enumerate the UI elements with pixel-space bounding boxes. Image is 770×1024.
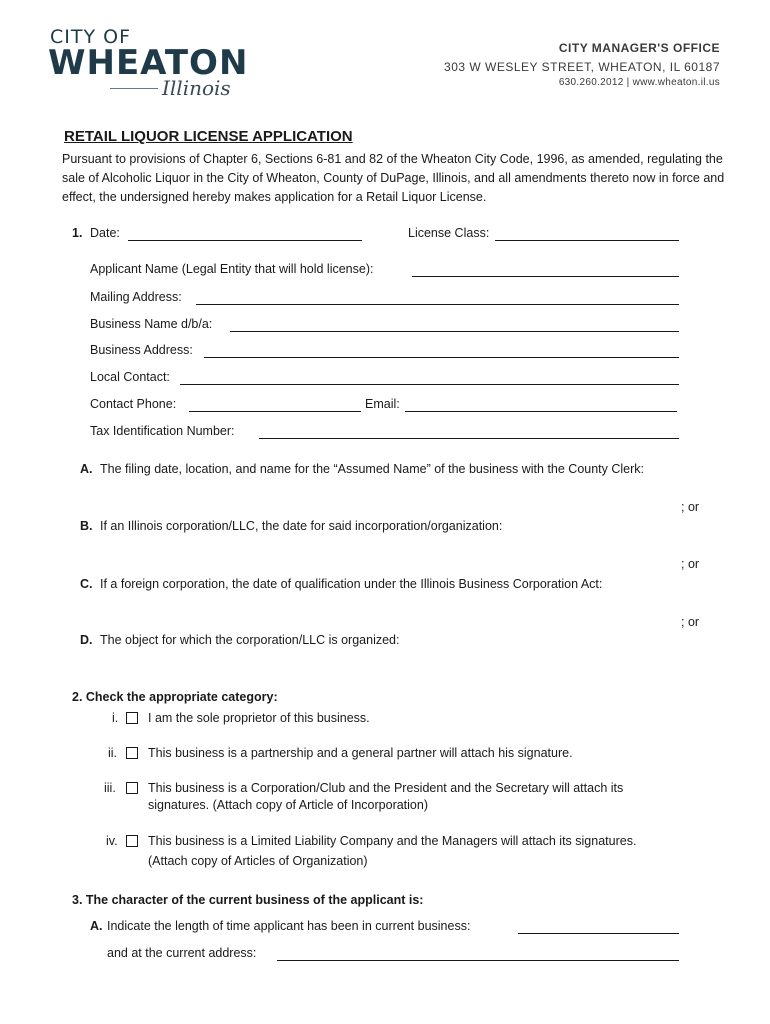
option-i-text: I am the sole proprietor of this business. bbox=[148, 711, 370, 725]
local-contact-field[interactable] bbox=[180, 384, 679, 385]
option-i-number: i. bbox=[112, 711, 119, 725]
office-address: 303 W WESLEY STREET, WHEATON, IL 60187 bbox=[444, 60, 720, 74]
tax-id-label: Tax Identification Number: bbox=[90, 424, 235, 438]
logo-city-text: CITY OF bbox=[50, 26, 132, 48]
section-1-number: 1. bbox=[72, 226, 83, 240]
corporation-checkbox[interactable] bbox=[126, 782, 138, 794]
applicant-name-label: Applicant Name (Legal Entity that will hold license): bbox=[90, 262, 374, 276]
mailing-address-label: Mailing Address: bbox=[90, 290, 182, 304]
item-c-text: If a foreign corporation, the date of qualification under the Illinois Business Corporation Act: bbox=[100, 577, 603, 591]
option-iv-number: iv. bbox=[106, 834, 118, 848]
office-name: CITY MANAGER'S OFFICE bbox=[558, 41, 720, 55]
license-class-field[interactable] bbox=[495, 240, 679, 241]
office-contact: 630.260.2012 | www.wheaton.il.us bbox=[558, 77, 720, 88]
option-ii-number: ii. bbox=[108, 746, 118, 760]
option-iv-text-line1: This business is a Limited Liability Company and the Managers will attach its signatures. bbox=[148, 834, 637, 848]
time-at-address-field[interactable] bbox=[277, 960, 679, 961]
logo-illinois-text: Illinois bbox=[162, 76, 231, 100]
form-title: RETAIL LIQUOR LICENSE APPLICATION bbox=[64, 128, 353, 145]
section-3-title: 3. The character of the current business of the applicant is: bbox=[72, 893, 424, 907]
business-address-field[interactable] bbox=[204, 357, 679, 358]
mailing-address-field[interactable] bbox=[196, 304, 679, 305]
business-name-label: Business Name d/b/a: bbox=[90, 317, 213, 331]
item-d-text: The object for which the corporation/LLC is organized: bbox=[100, 633, 400, 647]
item-d-letter: D. bbox=[80, 633, 93, 647]
option-iv-text-line2: (Attach copy of Articles of Organization) bbox=[148, 854, 368, 868]
local-contact-label: Local Contact: bbox=[90, 370, 170, 384]
contact-phone-label: Contact Phone: bbox=[90, 397, 177, 411]
option-ii-text: This business is a partnership and a general partner will attach his signature. bbox=[148, 746, 573, 760]
item-c-letter: C. bbox=[80, 577, 93, 591]
item-a-or: ; or bbox=[681, 500, 700, 514]
item-a-text: The filing date, location, and name for the “Assumed Name” of the business with the County Clerk: bbox=[100, 462, 645, 476]
section-2-title: 2. Check the appropriate category: bbox=[72, 690, 278, 704]
contact-phone-field[interactable] bbox=[189, 411, 361, 412]
date-label: Date: bbox=[90, 226, 120, 240]
license-class-label: License Class: bbox=[408, 226, 490, 240]
business-name-field[interactable] bbox=[230, 331, 679, 332]
business-address-label: Business Address: bbox=[90, 343, 193, 357]
option-iii-number: iii. bbox=[104, 781, 116, 795]
llc-checkbox[interactable] bbox=[126, 835, 138, 847]
section-3a-text: Indicate the length of time applicant has been in current business: bbox=[107, 919, 471, 933]
applicant-name-field[interactable] bbox=[412, 276, 679, 277]
sole-proprietor-checkbox[interactable] bbox=[126, 712, 138, 724]
option-iii-text-line1: This business is a Corporation/Club and the President and the Secretary will attach its bbox=[148, 781, 624, 795]
item-b-letter: B. bbox=[80, 519, 93, 533]
date-field[interactable] bbox=[128, 240, 362, 241]
partnership-checkbox[interactable] bbox=[126, 747, 138, 759]
logo-divider bbox=[110, 88, 158, 89]
email-label: Email: bbox=[365, 397, 400, 411]
logo-wheaton-text: WHEATON bbox=[48, 43, 249, 83]
email-field[interactable] bbox=[405, 411, 677, 412]
tax-id-field[interactable] bbox=[259, 438, 679, 439]
time-in-business-field[interactable] bbox=[518, 933, 679, 934]
section-3a-address-text: and at the current address: bbox=[107, 946, 257, 960]
item-b-or: ; or bbox=[681, 557, 700, 571]
option-iii-text-line2: signatures. (Attach copy of Article of Incorporation) bbox=[148, 798, 428, 812]
section-3a-letter: A. bbox=[90, 919, 103, 933]
item-c-or: ; or bbox=[681, 615, 700, 629]
item-b-text: If an Illinois corporation/LLC, the date for said incorporation/organization: bbox=[100, 519, 503, 533]
item-a-letter: A. bbox=[80, 462, 93, 476]
intro-paragraph: Pursuant to provisions of Chapter 6, Sections 6-81 and 82 of the Wheaton City Code, 1996, as amended, regulating the sale of Alcoholic Liquor in the City of Wheaton, County of DuPage, Illinois, and all amendments thereto now in force and effect, the undersigned hereby makes application for a Retail Liquor License. bbox=[62, 152, 725, 204]
